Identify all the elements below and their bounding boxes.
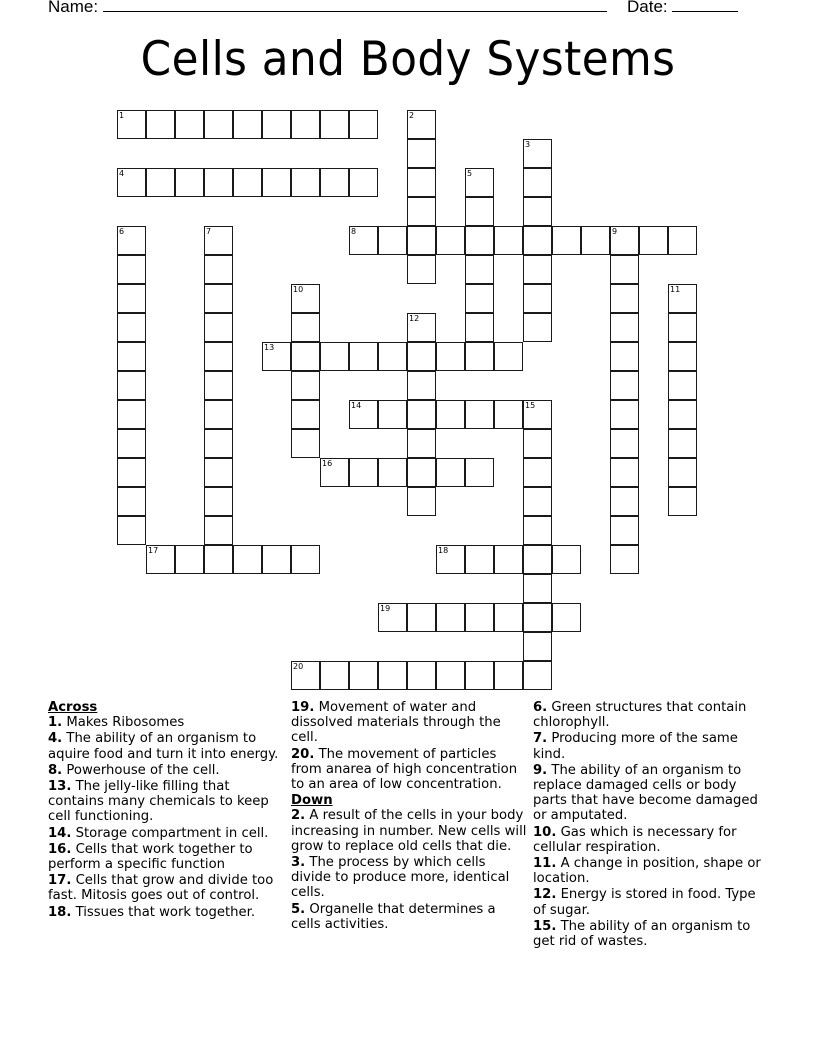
grid-cell[interactable]	[610, 226, 639, 255]
grid-cell[interactable]	[117, 255, 146, 284]
grid-cell[interactable]	[320, 110, 349, 139]
grid-cell[interactable]	[639, 226, 668, 255]
clues-column-3	[533, 700, 769, 950]
grid-cell[interactable]	[465, 603, 494, 632]
grid-cell[interactable]	[523, 139, 552, 168]
cell-number: 12	[409, 314, 420, 323]
grid-cell[interactable]	[552, 603, 581, 632]
cell-number: 11	[670, 285, 681, 294]
grid-cell[interactable]	[378, 458, 407, 487]
grid-cell[interactable]	[378, 603, 407, 632]
clue-across-1	[48, 715, 280, 730]
clue-text: Gas which is necessary for cellular respiration.	[533, 824, 737, 855]
grid-cell[interactable]	[291, 371, 320, 400]
grid-cell[interactable]	[117, 516, 146, 545]
grid-cell[interactable]	[320, 661, 349, 690]
grid-cell[interactable]	[610, 458, 639, 487]
clue-text: The jelly-like filling that contains many chemicals to keep cell functioning.	[48, 779, 269, 825]
clue-text: The ability of an organism to aquire food and turn it into energy.	[48, 731, 279, 762]
grid-cell[interactable]	[117, 168, 146, 197]
clue-across-13	[48, 779, 280, 825]
clue-across-18	[48, 905, 280, 920]
grid-cell[interactable]	[349, 400, 378, 429]
grid-cell[interactable]	[349, 168, 378, 197]
grid-cell[interactable]	[523, 487, 552, 516]
grid-cell[interactable]	[494, 661, 523, 690]
grid-cell[interactable]	[610, 284, 639, 313]
grid-cell[interactable]	[407, 342, 436, 371]
grid-cell[interactable]	[668, 226, 697, 255]
grid-cell[interactable]	[465, 197, 494, 226]
grid-cell[interactable]	[494, 545, 523, 574]
cell-number: 5	[467, 169, 473, 178]
grid-cell[interactable]	[523, 516, 552, 545]
grid-cell[interactable]	[523, 429, 552, 458]
grid-cell[interactable]	[465, 168, 494, 197]
clue-down-6	[533, 700, 769, 730]
clue-down-11	[533, 856, 769, 886]
grid-cell[interactable]	[407, 168, 436, 197]
grid-cell[interactable]	[349, 226, 378, 255]
grid-cell[interactable]	[523, 197, 552, 226]
grid-cell[interactable]	[262, 168, 291, 197]
grid-cell[interactable]	[465, 284, 494, 313]
grid-cell[interactable]	[465, 226, 494, 255]
grid-cell[interactable]	[610, 313, 639, 342]
grid-cell[interactable]	[291, 400, 320, 429]
clue-number: 3.	[291, 855, 306, 871]
grid-cell[interactable]	[610, 487, 639, 516]
clue-text: Organelle that determines a cells activities.	[291, 901, 496, 932]
clue-across-20	[291, 747, 527, 793]
grid-cell[interactable]	[291, 110, 320, 139]
clue-across-16	[48, 842, 280, 872]
grid-cell[interactable]	[407, 400, 436, 429]
grid-cell[interactable]	[407, 371, 436, 400]
grid-cell[interactable]	[233, 168, 262, 197]
down-heading: Down	[291, 793, 333, 809]
cell-number: 13	[264, 343, 275, 352]
grid-cell[interactable]	[204, 371, 233, 400]
clue-text: The ability of an organism to get rid of wastes.	[533, 918, 751, 950]
clue-text: Tissues that work together.	[75, 904, 256, 920]
clue-down-5	[291, 902, 527, 932]
grid-cell[interactable]	[146, 545, 175, 574]
cell-number: 2	[409, 111, 415, 120]
grid-cell[interactable]	[204, 429, 233, 458]
grid-cell[interactable]	[204, 545, 233, 574]
grid-cell[interactable]	[610, 429, 639, 458]
grid-cell[interactable]	[610, 545, 639, 574]
grid-cell[interactable]	[523, 168, 552, 197]
grid-cell[interactable]	[407, 110, 436, 139]
grid-cell[interactable]	[436, 603, 465, 632]
grid-cell[interactable]	[320, 458, 349, 487]
grid-cell[interactable]	[117, 284, 146, 313]
grid-cell[interactable]	[465, 255, 494, 284]
grid-cell[interactable]	[523, 458, 552, 487]
clues-column-1	[48, 700, 280, 921]
grid-cell[interactable]	[378, 400, 407, 429]
clue-text: Cells that grow and divide too fast. Mitosis goes out of control.	[48, 873, 274, 904]
grid-cell[interactable]	[436, 226, 465, 255]
clue-down-12	[533, 887, 769, 917]
grid-cell[interactable]	[175, 168, 204, 197]
grid-cell[interactable]	[523, 545, 552, 574]
grid-cell[interactable]	[204, 342, 233, 371]
clue-number: 6.	[533, 700, 548, 715]
clues-column-2	[291, 700, 527, 933]
clue-text: Energy is stored in food. Type of sugar.	[533, 887, 756, 918]
grid-cell[interactable]	[436, 342, 465, 371]
cell-number: 9	[612, 227, 618, 236]
grid-cell[interactable]	[465, 400, 494, 429]
grid-cell[interactable]	[465, 458, 494, 487]
clue-number: 8.	[48, 762, 63, 778]
cell-number: 19	[380, 604, 391, 613]
clue-text: A change in position, shape or location.	[533, 856, 761, 887]
page-title: Cells and Body Systems	[140, 32, 676, 87]
date-label: Date:	[627, 0, 668, 16]
grid-cell[interactable]	[262, 545, 291, 574]
cell-number: 8	[351, 227, 357, 236]
cell-number: 4	[119, 169, 125, 178]
grid-cell[interactable]	[349, 661, 378, 690]
clue-text: A result of the cells in your body increasing in number. New cells will grow to replace old cells that die.	[291, 808, 527, 854]
grid-cell[interactable]	[262, 110, 291, 139]
clue-across-8	[48, 763, 280, 778]
grid-cell[interactable]	[668, 487, 697, 516]
clue-text: Powerhouse of the cell.	[66, 762, 220, 778]
grid-cell[interactable]	[523, 284, 552, 313]
clue-down-15	[533, 919, 769, 949]
cell-number: 6	[119, 227, 125, 236]
grid-cell[interactable]	[465, 313, 494, 342]
clue-number: 17.	[48, 873, 72, 889]
clue-down-9	[533, 763, 769, 824]
grid-cell[interactable]	[465, 342, 494, 371]
grid-cell[interactable]	[407, 487, 436, 516]
clue-number: 9.	[533, 762, 548, 778]
grid-cell[interactable]	[523, 226, 552, 255]
grid-cell[interactable]	[349, 458, 378, 487]
clue-down-10	[533, 825, 769, 855]
clue-number: 11.	[533, 856, 557, 872]
grid-cell[interactable]	[117, 110, 146, 139]
grid-cell[interactable]	[465, 545, 494, 574]
grid-cell[interactable]	[436, 661, 465, 690]
grid-cell[interactable]	[204, 313, 233, 342]
grid-cell[interactable]	[320, 342, 349, 371]
grid-cell[interactable]	[407, 226, 436, 255]
clue-number: 7.	[533, 731, 548, 747]
grid-cell[interactable]	[146, 168, 175, 197]
clue-across-19	[291, 700, 527, 746]
name-label: Name:	[48, 0, 99, 16]
cell-number: 10	[293, 285, 304, 294]
grid-cell[interactable]	[668, 371, 697, 400]
grid-cell[interactable]	[668, 313, 697, 342]
clue-number: 12.	[533, 887, 557, 903]
grid-cell[interactable]	[291, 168, 320, 197]
grid-cell[interactable]	[407, 255, 436, 284]
grid-cell[interactable]	[610, 255, 639, 284]
grid-cell[interactable]	[407, 661, 436, 690]
grid-cell[interactable]	[494, 603, 523, 632]
clue-down-3	[291, 855, 527, 901]
grid-cell[interactable]	[349, 342, 378, 371]
grid-cell[interactable]	[436, 400, 465, 429]
grid-cell[interactable]	[552, 226, 581, 255]
grid-cell[interactable]	[668, 342, 697, 371]
grid-cell[interactable]	[610, 516, 639, 545]
clue-down-7	[533, 731, 769, 761]
clue-text: Producing more of the same kind.	[533, 731, 738, 762]
clue-text: Cells that work together to perform a specific function	[48, 841, 253, 873]
cell-number: 16	[322, 459, 333, 468]
grid-cell[interactable]	[668, 400, 697, 429]
grid-cell[interactable]	[610, 342, 639, 371]
clue-across-14	[48, 826, 280, 841]
clue-text: Makes Ribosomes	[66, 715, 185, 731]
grid-cell[interactable]	[262, 342, 291, 371]
grid-cell[interactable]	[436, 545, 465, 574]
grid-cell[interactable]	[117, 371, 146, 400]
clue-number: 18.	[48, 904, 72, 920]
grid-cell[interactable]	[407, 458, 436, 487]
grid-cell[interactable]	[407, 197, 436, 226]
clue-number: 19.	[291, 700, 315, 715]
grid-cell[interactable]	[668, 429, 697, 458]
grid-cell[interactable]	[175, 110, 204, 139]
grid-cell[interactable]	[407, 139, 436, 168]
cell-number: 7	[206, 227, 212, 236]
grid-cell[interactable]	[552, 545, 581, 574]
grid-cell[interactable]	[146, 110, 175, 139]
grid-cell[interactable]	[291, 545, 320, 574]
clue-text: Green structures that contain chlorophyll.	[533, 700, 747, 731]
clue-number: 10.	[533, 824, 557, 840]
grid-cell[interactable]	[378, 661, 407, 690]
grid-cell[interactable]	[233, 110, 262, 139]
grid-cell[interactable]	[523, 255, 552, 284]
clue-number: 20.	[291, 746, 315, 762]
grid-cell[interactable]	[204, 226, 233, 255]
grid-cell[interactable]	[494, 400, 523, 429]
grid-cell[interactable]	[407, 603, 436, 632]
grid-cell[interactable]	[117, 226, 146, 255]
grid-cell[interactable]	[378, 226, 407, 255]
clue-text: The movement of particles from anarea of high concentration to an area of low concentration.	[291, 746, 518, 793]
clue-number: 5.	[291, 901, 306, 917]
grid-cell[interactable]	[204, 168, 233, 197]
clue-text: The process by which cells divide to produce more, identical cells.	[291, 855, 510, 901]
grid-cell[interactable]	[291, 429, 320, 458]
clue-text: The ability of an organism to replace damaged cells or body parts that have become damaged or amputated.	[533, 762, 758, 824]
grid-cell[interactable]	[320, 168, 349, 197]
grid-cell[interactable]	[465, 661, 494, 690]
grid-cell[interactable]	[349, 110, 378, 139]
grid-cell[interactable]	[668, 458, 697, 487]
grid-cell[interactable]	[523, 574, 552, 603]
grid-cell[interactable]	[204, 516, 233, 545]
cell-number: 1	[119, 111, 125, 120]
grid-cell[interactable]	[494, 226, 523, 255]
clue-number: 13.	[48, 779, 72, 795]
clue-number: 14.	[48, 825, 72, 841]
grid-cell[interactable]	[204, 255, 233, 284]
grid-cell[interactable]	[610, 371, 639, 400]
grid-cell[interactable]	[233, 545, 262, 574]
clue-across-17	[48, 873, 280, 903]
clue-number: 2.	[291, 808, 306, 824]
grid-cell[interactable]	[407, 429, 436, 458]
grid-cell[interactable]	[523, 400, 552, 429]
cell-number: 3	[525, 140, 531, 149]
grid-cell[interactable]	[610, 400, 639, 429]
grid-cell[interactable]	[204, 284, 233, 313]
clue-down-2	[291, 808, 527, 854]
grid-cell[interactable]	[117, 400, 146, 429]
grid-cell[interactable]	[523, 603, 552, 632]
grid-cell[interactable]	[407, 313, 436, 342]
clue-number: 15.	[533, 918, 557, 934]
grid-cell[interactable]	[523, 313, 552, 342]
across-heading: Across	[48, 700, 98, 715]
grid-cell[interactable]	[204, 400, 233, 429]
clue-number: 16.	[48, 841, 72, 857]
grid-cell[interactable]	[523, 632, 552, 661]
grid-cell[interactable]	[378, 342, 407, 371]
grid-cell[interactable]	[668, 284, 697, 313]
clue-number: 1.	[48, 715, 63, 731]
grid-cell[interactable]	[117, 342, 146, 371]
grid-cell[interactable]	[204, 458, 233, 487]
grid-cell[interactable]	[175, 545, 204, 574]
cell-number: 15	[525, 401, 536, 410]
cell-number: 14	[351, 401, 362, 410]
grid-cell[interactable]	[291, 313, 320, 342]
grid-cell[interactable]	[494, 342, 523, 371]
clue-across-4	[48, 731, 280, 761]
grid-cell[interactable]	[204, 110, 233, 139]
cell-number: 20	[293, 662, 304, 671]
grid-cell[interactable]	[117, 487, 146, 516]
clue-number: 4.	[48, 731, 63, 747]
grid-cell[interactable]	[581, 226, 610, 255]
grid-cell[interactable]	[117, 458, 146, 487]
clue-text: Movement of water and dissolved materials through the cell.	[291, 700, 501, 746]
grid-cell[interactable]	[117, 313, 146, 342]
grid-cell[interactable]	[436, 458, 465, 487]
cell-number: 17	[148, 546, 159, 555]
grid-cell[interactable]	[291, 342, 320, 371]
grid-cell[interactable]	[204, 487, 233, 516]
grid-cell[interactable]	[291, 661, 320, 690]
grid-cell[interactable]	[291, 284, 320, 313]
clue-text: Storage compartment in cell.	[75, 825, 269, 841]
grid-cell[interactable]	[523, 661, 552, 690]
cell-number: 18	[438, 546, 449, 555]
grid-cell[interactable]	[117, 429, 146, 458]
